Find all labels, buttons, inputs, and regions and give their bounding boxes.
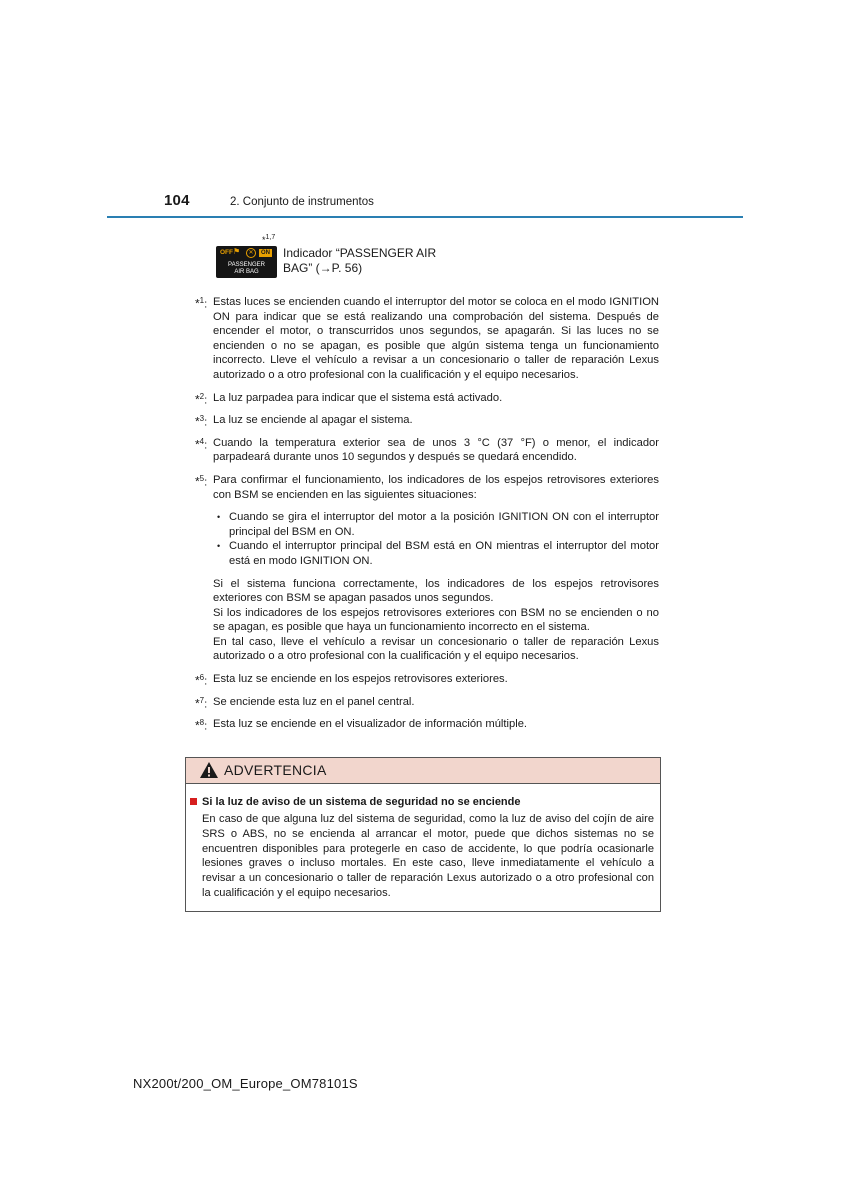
warning-header [186,758,660,784]
footnote-star: * [195,392,200,407]
footnote-colon: : [204,394,208,407]
footnote-text: Cuando la temperatura exterior sea de unos 3 °C (37 °F) o menor, el indicador parpadeará durante unos 10 segundos y después se quedará encendido. [213,436,659,464]
footnote-marker [195,294,207,312]
footnote-star: * [195,474,200,489]
footnote-text: La luz parpadea para indicar que el sistema está activado. [213,391,503,404]
seated-person-icon: ⚑ [233,247,241,256]
footnote-text: Estas luces se encienden cuando el interruptor del motor se coloca en el modo IGNITION ON para indicar que se está realizando una comprobación del sistema. Después de encender el motor, o transcurridos unos segundos, se apagarán. Si las luces no se encienden o no se apagan, es posible que algún sistema tenga un funcionamiento incorrecto. Lleve el vehículo a revisar a un concesionario o taller de reparación Lexus autorizado o a otro profesional con la cualificación y el equipo necesarios. [213,296,659,381]
footnote-paragraph: Si los indicadores de los espejos retrovisores exteriores con BSM no se encienden o no se apagan, es posible que haya un funcionamiento incorrecto en el sistema. [213,606,659,634]
footnote-4 [195,436,659,465]
footnote-marker [195,435,207,453]
icon-label-line1: PASSENGER [228,262,265,268]
superscript-star: * [262,235,266,245]
footnote-5 [195,473,659,664]
footnote-bullets [213,510,659,568]
footnote-text: Esta luz se enciende en los espejos retrovisores exteriores. [213,673,508,686]
footnote-paragraph: En tal caso, lleve el vehículo a revisar un concesionario o taller de reparación Lexus autorizado o a otro profesional con la cualificación y el equipo necesarios. [213,635,659,663]
prohibition-icon: ✕ [246,248,256,258]
footnote-colon: : [204,298,208,311]
footnote-marker [195,671,207,689]
warning-text: En caso de que alguna luz del sistema de seguridad, como la luz de aviso del cojín de aire SRS o ABS, no se encienda al arrancar el motor, puede que dichos sistemas no se encuentren disponibles para protegerle en caso de accidente, lo que podría ocasionarle lesiones graves o incluso mortales. En este caso, lleve inmediatamente el vehículo a revisar a un concesionario o taller de reparación Lexus autorizado o a otro profesional con la cualificación y el equipo necesarios. [202,813,654,899]
page-number: 104 [164,192,190,209]
footer-doc-id: NX200t/200_OM_Europe_OM78101S [133,1076,358,1091]
icon-label-line2: AIR BAG [234,268,259,275]
footnote-marker [195,412,207,430]
indicator-text: Indicador “PASSENGER AIR BAG” (→P. 56) [283,246,437,275]
footnote-text: La luz se enciende al apagar el sistema. [213,414,413,427]
bullet-item: • Cuando se gira el interruptor del motor a la posición IGNITION ON con el interruptor principal del BSM en ON. [213,510,659,539]
footnote-number: 3 [199,414,205,424]
footnote-star: * [195,673,200,688]
footnote-star: * [195,296,200,311]
warning-box [185,757,661,912]
red-square-icon [190,798,197,805]
footnote-text: Se enciende esta luz en el panel central. [213,695,415,708]
footnote-star: * [195,414,200,429]
footnote-number: 1 [199,296,205,305]
footnote-star: * [195,718,200,733]
footnote-star: * [195,696,200,711]
footnote-6 [195,672,659,687]
footnote-star: * [195,437,200,452]
footnote-number: 6 [199,673,205,683]
footnote-body [213,391,659,406]
footnote-8 [195,717,659,732]
footnote-colon: : [204,439,208,452]
footnote-body [213,695,659,710]
footnote-body [213,717,659,732]
footnote-marker [195,716,207,734]
warning-subhead-text: Si la luz de aviso de un sistema de seguridad no se enciende [202,796,521,808]
bullet-item: • Cuando el interruptor principal del BSM está en ON mientras el interruptor del motor está en modo IGNITION ON. [213,539,659,568]
footnote-body [213,473,659,664]
footnote-paragraph: Si el sistema funciona correctamente, los indicadores de los espejos retrovisores exteriores con BSM se apagan pasados unos segundos. [213,577,659,605]
footnote-colon: : [204,416,208,429]
footnote-marker [195,694,207,712]
warning-triangle-icon [199,761,219,779]
footnote-number: 7 [199,695,205,705]
section-title: 2. Conjunto de instrumentos [230,196,374,208]
footnote-text: Para confirmar el funcionamiento, los indicadores de los espejos retrovisores exteriores con BSM se encienden en las siguientes situaciones: [213,473,659,501]
footnote-colon: : [204,476,208,489]
footnote-3 [195,413,659,428]
footnote-1 [195,295,659,383]
warning-title: ADVERTENCIA [224,762,327,778]
icon-off-text: OFF [220,249,233,256]
footnote-2 [195,391,659,406]
footnote-text: Esta luz se enciende en el visualizador de información múltiple. [213,718,528,731]
icon-label [216,262,277,275]
footnote-number: 8 [199,718,205,728]
footnote-body [213,295,659,383]
indicator-superscript [262,234,275,245]
notes-list [195,295,659,740]
icon-on-text: ON [261,250,270,256]
footnote-body [213,413,659,428]
passenger-airbag-indicator-icon [216,246,277,278]
superscript-number: 1,7 [265,234,276,241]
footnote-marker [195,472,207,490]
footnote-colon: : [204,720,208,733]
warning-subhead [190,796,521,808]
footnote-body [213,672,659,687]
footnote-marker [195,390,207,408]
footnote-number: 4 [199,436,205,446]
header-rule [107,216,743,218]
footnote-number: 2 [199,391,205,401]
footnote-7 [195,695,659,710]
footnote-number: 5 [199,473,205,483]
footnote-colon: : [204,698,208,711]
footnote-colon: : [204,675,208,688]
footnote-body [213,436,659,465]
